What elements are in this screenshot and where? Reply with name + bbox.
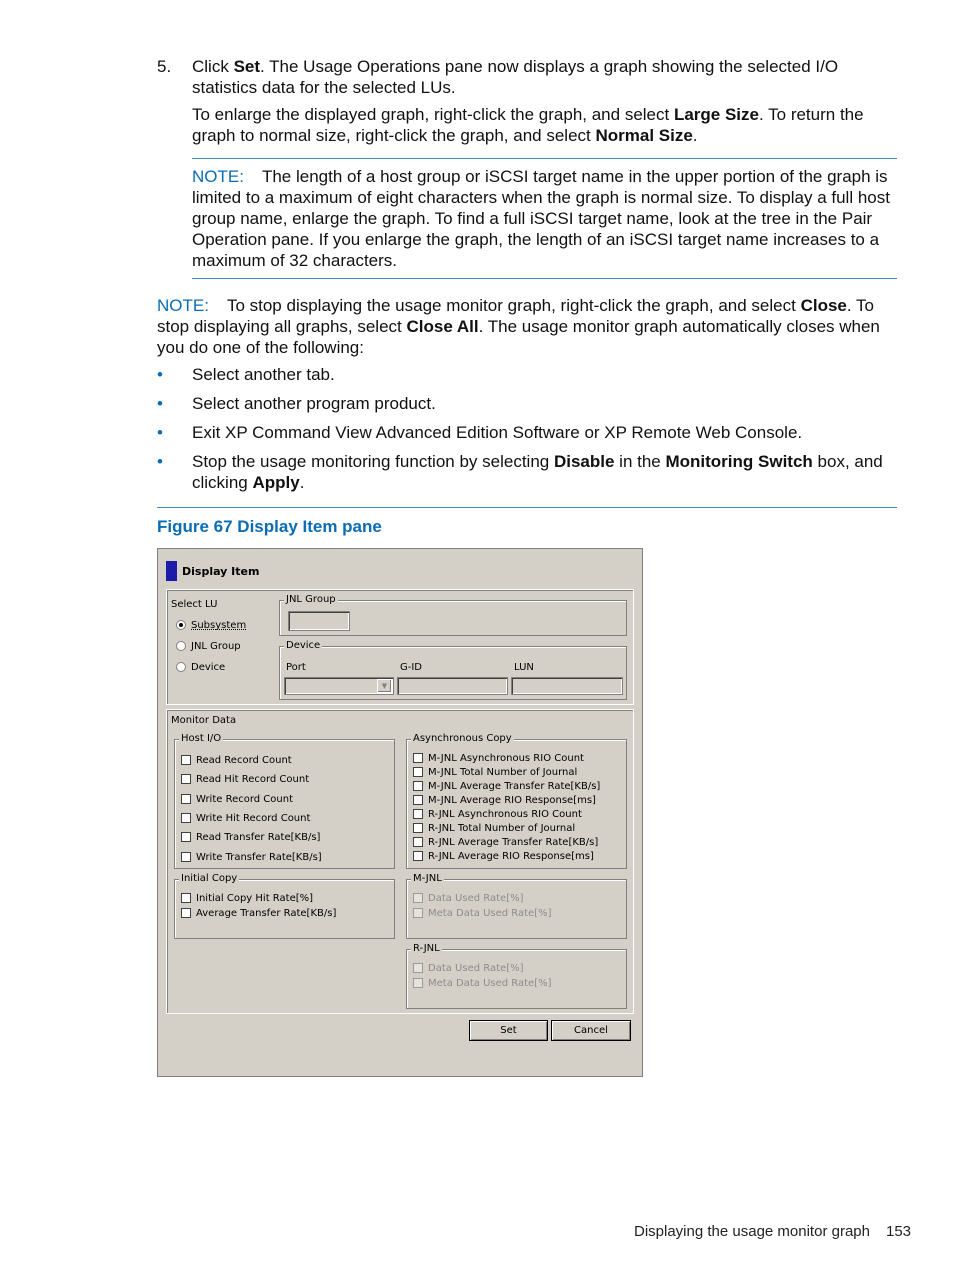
checkbox-mjnl-data-used-rate: Data Used Rate[%]	[413, 892, 524, 904]
jnl-group-box	[279, 594, 627, 636]
radio-jnl-group[interactable]	[176, 641, 186, 651]
checkbox-mjnl-total-journal[interactable]: M-JNL Total Number of Journal	[413, 766, 577, 778]
initial-copy-box	[174, 873, 395, 939]
page-number: 153	[885, 1223, 912, 1240]
port-label: Port	[286, 662, 306, 673]
mjnl-box	[406, 873, 627, 939]
monitor-data-label: Monitor Data	[171, 715, 237, 726]
note-label: NOTE:	[192, 167, 244, 186]
pane-title: Display Item	[182, 564, 260, 578]
select-lu-label: Select LU	[171, 599, 218, 610]
note-stop-display: NOTE: To stop displaying the usage monitor graph, right-click the graph, and select Close. To stop displaying all graphs, select Close All. The usage monitor graph automatically closes when you do one of the following: • Select another tab. • Select another program product. • Exit XP Command View Advanced Edition Software or XP Remote Web Console. • Stop the usage monitoring function by selecting Disable in the Monitoring Switch box, and clicking Apply.	[157, 295, 897, 508]
checkbox-mjnl-rio-count[interactable]: M-JNL Asynchronous RIO Count	[413, 752, 584, 764]
list-item: • Select another tab.	[157, 365, 335, 384]
checkbox-rjnl-meta-data-used-rate: Meta Data Used Rate[%]	[413, 977, 552, 989]
note-text: The length of a host group or iSCSI target name in the upper portion of the graph is limited to a maximum of eight characters when the graph is normal size. To display a full host group name, enlarge the graph. To find a full iSCSI target name, look at the tree in the Pair Operation pane. If you enlarge the graph, the length of an iSCSI target name increases to a maximum of 32 characters.	[192, 167, 890, 270]
gid-label: G-ID	[400, 662, 423, 673]
async-copy-box	[406, 733, 627, 869]
mjnl-legend: M-JNL	[413, 873, 442, 884]
checkbox-mjnl-transfer-rate[interactable]: M-JNL Average Transfer Rate[KB/s]	[413, 780, 600, 792]
jnl-group-field[interactable]	[288, 611, 350, 631]
monitor-data-panel	[166, 709, 634, 1014]
checkbox-rjnl-data-used-rate: Data Used Rate[%]	[413, 962, 524, 974]
jnl-group-legend: JNL Group	[286, 594, 336, 605]
step-number: 5.	[157, 57, 172, 76]
list-item: • Select another program product.	[157, 394, 436, 413]
list-item: • Stop the usage monitoring function by selecting Disable in the Monitoring Switch box, and clicking Apply.	[157, 452, 883, 492]
checkbox-initial-copy-hit-rate[interactable]: Initial Copy Hit Rate[%]	[181, 892, 313, 904]
checkbox-write-transfer-rate[interactable]: Write Transfer Rate[KB/s]	[181, 851, 322, 863]
checkbox-read-hit-record-count[interactable]: Read Hit Record Count	[181, 773, 309, 785]
lun-field[interactable]	[511, 677, 623, 695]
list-item: • Exit XP Command View Advanced Edition Software or XP Remote Web Console.	[157, 423, 803, 442]
step-paragraph-1: Click Set. The Usage Operations pane now displays a graph showing the selected I/O statistics data for the selected LUs.	[192, 57, 839, 97]
figure-caption: Figure 67 Display Item pane	[157, 517, 382, 536]
initial-copy-legend: Initial Copy	[181, 873, 238, 884]
pane-header	[166, 561, 259, 581]
checkbox-write-record-count[interactable]: Write Record Count	[181, 793, 293, 805]
rjnl-legend: R-JNL	[413, 943, 440, 954]
port-dropdown[interactable]	[284, 677, 394, 695]
checkbox-mjnl-meta-data-used-rate: Meta Data Used Rate[%]	[413, 907, 552, 919]
checkbox-rjnl-total-journal[interactable]: R-JNL Total Number of Journal	[413, 822, 575, 834]
checkbox-rjnl-transfer-rate[interactable]: R-JNL Average Transfer Rate[KB/s]	[413, 836, 598, 848]
checkbox-write-hit-record-count[interactable]: Write Hit Record Count	[181, 812, 310, 824]
note-label: NOTE:	[157, 296, 209, 315]
radio-device[interactable]	[176, 662, 186, 672]
set-button[interactable]: Set	[469, 1020, 548, 1041]
async-copy-legend: Asynchronous Copy	[413, 733, 512, 744]
checkbox-read-record-count[interactable]: Read Record Count	[181, 754, 292, 766]
lun-label: LUN	[514, 662, 534, 673]
page-footer	[634, 1223, 911, 1240]
footer-title: Displaying the usage monitor graph	[634, 1223, 870, 1240]
radio-subsystem-label[interactable]: Subsystem	[191, 620, 247, 631]
host-io-legend: Host I/O	[181, 733, 222, 744]
device-legend: Device	[286, 640, 321, 651]
display-item-pane-screenshot	[157, 548, 643, 1077]
radio-jnl-group-label[interactable]: JNL Group	[191, 641, 241, 652]
chevron-down-icon[interactable]: ▼	[377, 679, 392, 693]
gid-field[interactable]	[397, 677, 508, 695]
step-paragraph-2: To enlarge the displayed graph, right-click the graph, and select Large Size. To return the graph to normal size, right-click the graph, and select Normal Size.	[192, 105, 864, 145]
device-box	[279, 640, 627, 700]
note-graph-name-length	[192, 158, 897, 279]
checkbox-read-transfer-rate[interactable]: Read Transfer Rate[KB/s]	[181, 831, 320, 843]
bullet-list	[157, 364, 897, 493]
select-lu-panel	[166, 589, 634, 705]
checkbox-average-transfer-rate[interactable]: Average Transfer Rate[KB/s]	[181, 907, 336, 919]
checkbox-rjnl-rio-response[interactable]: R-JNL Average RIO Response[ms]	[413, 850, 594, 862]
checkbox-rjnl-rio-count[interactable]: R-JNL Asynchronous RIO Count	[413, 808, 582, 820]
rjnl-box	[406, 943, 627, 1009]
step-5	[157, 56, 897, 279]
radio-subsystem[interactable]	[176, 620, 186, 630]
checkbox-mjnl-rio-response[interactable]: M-JNL Average RIO Response[ms]	[413, 794, 596, 806]
header-accent-bar	[166, 561, 177, 581]
radio-device-label[interactable]: Device	[191, 662, 226, 673]
cancel-button[interactable]: Cancel	[551, 1020, 631, 1041]
host-io-box	[174, 733, 395, 869]
